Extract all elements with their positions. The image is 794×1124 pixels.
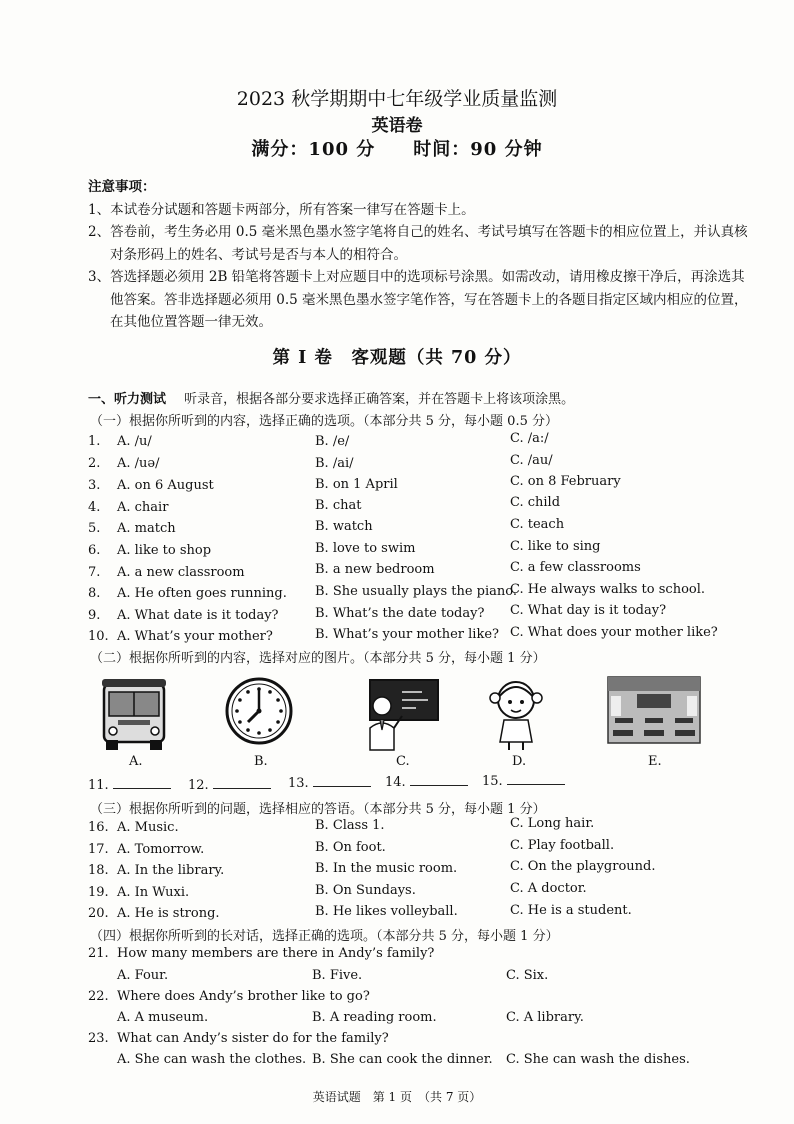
option-c: C. teach xyxy=(510,517,565,532)
clock-tick xyxy=(268,728,272,732)
clock-tick xyxy=(276,720,280,724)
sub4-title: （四）根据你所听到的长对话，选择正确的选项。（本部分共 5 分，每小题 1 分） xyxy=(90,929,559,944)
clock-tick xyxy=(238,720,242,724)
answer-blank xyxy=(385,773,468,790)
option-b: B. watch xyxy=(315,519,373,534)
question-number: 5. xyxy=(88,521,101,536)
option-b: B. Five. xyxy=(312,968,363,983)
option-b: B. love to swim xyxy=(315,541,416,556)
option-c: C. /au/ xyxy=(510,453,553,468)
option-b: B. Class 1. xyxy=(315,818,385,833)
option-b: B. chat xyxy=(315,498,362,513)
option-b: B. He likes volleyball. xyxy=(315,904,458,919)
option-a: A. In Wuxi. xyxy=(117,885,190,900)
option-c: C. Six. xyxy=(506,968,549,983)
clock-tick xyxy=(235,709,239,713)
notes-block xyxy=(88,176,748,334)
part1-label: 一、听力测试 xyxy=(88,392,167,407)
blank-line xyxy=(507,772,565,785)
option-b: B. She usually plays the piano. xyxy=(315,584,518,599)
option-b: B. /ai/ xyxy=(315,456,354,471)
note-item: 2、答卷前，考生务必用 0.5 毫米黑色墨水签字笔将自己的姓名、考试号填写在答题卡的相应位置上，并认真核对条形码上的姓名、考试号是否与本人的相符合。 xyxy=(88,224,748,263)
option-a: A. He often goes running. xyxy=(117,586,287,601)
question-number: 22. xyxy=(88,989,109,1004)
section-title: 第 I 卷 客观题（共 70 分） xyxy=(272,348,522,368)
option-c: C. What does your mother like? xyxy=(510,625,718,640)
option-a: A. /uə/ xyxy=(117,456,160,471)
clock-tick xyxy=(268,690,272,694)
option-a: A. chair xyxy=(117,500,169,515)
answer-blank xyxy=(482,772,565,789)
option-c: C. Long hair. xyxy=(510,816,595,831)
sub1-title: （一）根据你所听到的内容，选择正确的选项。（本部分共 5 分，每小题 0.5 分） xyxy=(90,414,558,429)
picture-label: B. xyxy=(254,754,268,769)
sub2-title: （二）根据你所听到的内容，选择对应的图片。（本部分共 5 分，每小题 1 分） xyxy=(90,651,546,666)
sub3-title: （三）根据你所听到的问题，选择相应的答语。（本部分共 5 分，每小题 1 分） xyxy=(90,802,546,817)
clock-picture xyxy=(224,676,294,746)
question-number: 20. xyxy=(88,906,109,921)
option-b: B. A reading room. xyxy=(312,1010,437,1025)
question-number: 18. xyxy=(88,863,109,878)
page-footer: 英语试题 第 1 页 （共 7 页） xyxy=(312,1090,482,1104)
option-b: B. She can cook the dinner. xyxy=(312,1052,493,1067)
option-c: C. He is a student. xyxy=(510,903,632,918)
score-time: 满分：100 分 时间：90 分钟 xyxy=(251,139,543,160)
question-number: 17. xyxy=(88,842,109,857)
answer-blank xyxy=(188,776,271,793)
question-number: 23. xyxy=(88,1031,109,1046)
question-number: 1. xyxy=(88,434,101,449)
option-b: B. What’s your mother like? xyxy=(315,627,499,642)
option-c: C. on 8 February xyxy=(510,474,621,489)
blank-number: 11. xyxy=(88,778,109,793)
blank-line xyxy=(410,773,468,786)
option-c: C. like to sing xyxy=(510,539,601,554)
option-a: A. Tomorrow. xyxy=(117,842,205,857)
picture-label: E. xyxy=(648,754,662,769)
question-number: 21. xyxy=(88,946,109,961)
clock-tick xyxy=(246,728,250,732)
option-c: C. Play football. xyxy=(510,838,615,853)
girl-picture xyxy=(485,676,547,752)
clock-tick xyxy=(238,698,242,702)
exam-title: 2023 秋学期期中七年级学业质量监测 xyxy=(236,88,558,110)
option-b: B. /e/ xyxy=(315,434,350,449)
exam-subject: 英语卷 xyxy=(371,116,423,136)
question-number: 8. xyxy=(88,586,101,601)
answer-blank xyxy=(288,774,371,791)
option-c: C. A library. xyxy=(506,1010,584,1025)
option-a: A. What date is it today? xyxy=(117,608,279,623)
classroom-picture xyxy=(607,676,701,744)
option-b: B. On foot. xyxy=(315,840,386,855)
question-stem: Where does Andy’s brother like to go? xyxy=(117,989,370,1004)
answer-blank xyxy=(88,776,171,793)
blank-line xyxy=(213,776,271,789)
clock-tick xyxy=(276,698,280,702)
option-c: C. She can wash the dishes. xyxy=(506,1052,690,1067)
option-a: A. like to shop xyxy=(117,543,212,558)
blank-line xyxy=(113,776,171,789)
question-stem: How many members are there in Andy’s family? xyxy=(117,946,435,961)
question-number: 9. xyxy=(88,608,101,623)
question-number: 6. xyxy=(88,543,101,558)
blank-number: 15. xyxy=(482,774,503,789)
question-stem: What can Andy’s sister do for the family? xyxy=(117,1031,389,1046)
question-number: 10. xyxy=(88,629,109,644)
option-b: B. What’s the date today? xyxy=(315,606,485,621)
option-a: A. He is strong. xyxy=(117,906,220,921)
option-b: B. In the music room. xyxy=(315,861,458,876)
question-number: 7. xyxy=(88,565,101,580)
note-item: 1、本试卷分试题和答题卡两部分，所有答案一律写在答题卡上。 xyxy=(88,201,475,218)
question-number: 19. xyxy=(88,885,109,900)
picture-label: A. xyxy=(129,754,143,769)
option-c: C. On the playground. xyxy=(510,859,656,874)
notes-heading: 注意事项： xyxy=(88,179,156,195)
option-a: A. Music. xyxy=(117,820,179,835)
option-a: A. match xyxy=(117,521,176,536)
part1-line xyxy=(88,388,574,407)
note-item: 3、答选择题必须用 2B 铅笔将答题卡上对应题目中的选项标号涂黑。如需改动，请用橡皮擦干净后，再涂选其他答案。答非选择题必须用 0.5 毫米黑色墨水签字笔作答，写在答题卡上的各题目指定区域内相应的位置，在其他位置答题一律无效。 xyxy=(88,269,748,330)
option-a: A. What’s your mother? xyxy=(117,629,273,644)
option-b: B. a new bedroom xyxy=(315,562,435,577)
blank-number: 13. xyxy=(288,776,309,791)
option-b: B. On Sundays. xyxy=(315,883,416,898)
part1-instruction: 听录音，根据各部分要求选择正确答案，并在答题卡上将该项涂黑。 xyxy=(184,392,575,407)
option-a: A. She can wash the clothes. xyxy=(117,1052,307,1067)
blank-line xyxy=(313,774,371,787)
picture-label: C. xyxy=(396,754,410,769)
blank-number: 14. xyxy=(385,775,406,790)
option-a: A. /u/ xyxy=(117,434,152,449)
option-c: C. What day is it today? xyxy=(510,603,667,618)
question-number: 3. xyxy=(88,478,101,493)
clock-tick xyxy=(279,709,283,713)
option-a: A. a new classroom xyxy=(117,565,245,580)
question-number: 4. xyxy=(88,500,101,515)
option-c: C. child xyxy=(510,495,561,510)
option-c: C. a few classrooms xyxy=(510,560,641,575)
teacher-picture xyxy=(358,676,440,752)
option-c: C. He always walks to school. xyxy=(510,582,706,597)
option-c: C. A doctor. xyxy=(510,881,587,896)
option-a: A. Four. xyxy=(117,968,169,983)
option-a: A. on 6 August xyxy=(117,478,214,493)
option-a: A. In the library. xyxy=(117,863,225,878)
option-a: A. A museum. xyxy=(117,1010,209,1025)
question-number: 16. xyxy=(88,820,109,835)
option-b: B. on 1 April xyxy=(315,477,398,492)
clock-tick xyxy=(246,690,250,694)
picture-label: D. xyxy=(512,754,527,769)
bus-picture xyxy=(98,676,170,754)
question-number: 2. xyxy=(88,456,101,471)
clock-tick xyxy=(257,731,261,735)
option-c: C. /a:/ xyxy=(510,431,549,446)
blank-number: 12. xyxy=(188,778,209,793)
